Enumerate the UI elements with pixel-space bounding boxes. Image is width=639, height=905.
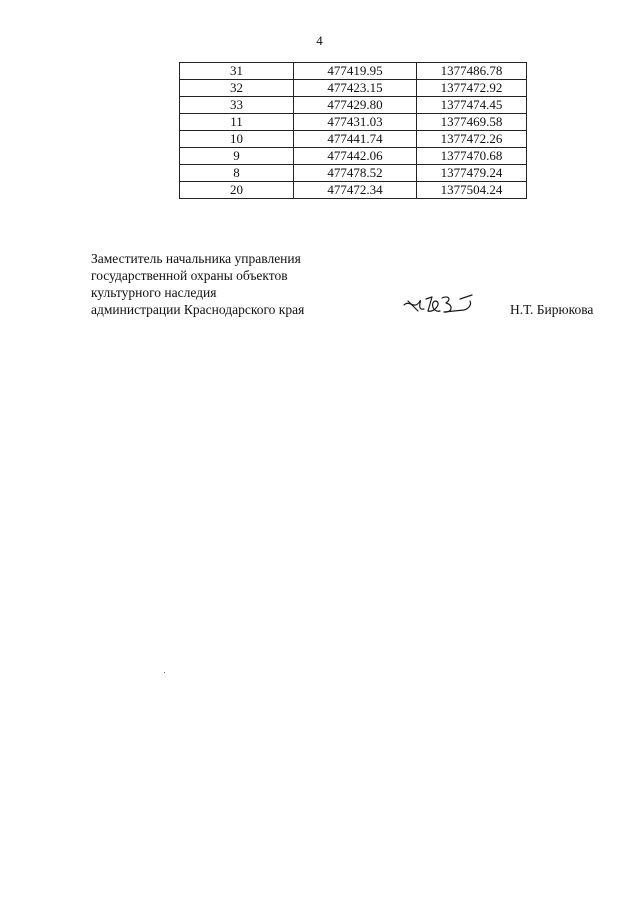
point-number-cell: 20 — [180, 182, 294, 199]
x-coordinate-cell: 477419.95 — [294, 63, 417, 80]
point-number-cell: 33 — [180, 97, 294, 114]
table-row — [180, 148, 527, 165]
page-number: 4 — [316, 33, 323, 48]
x-coordinate-cell: 477423.15 — [294, 80, 417, 97]
handwritten-signature-icon — [402, 289, 474, 319]
table-row — [180, 114, 527, 131]
signatory-title-line: Заместитель начальника управления — [91, 251, 301, 266]
coordinates-table — [179, 62, 527, 199]
signatory-title-line: культурного наследия — [91, 285, 217, 300]
signatory-title — [91, 250, 304, 318]
x-coordinate-cell: 477431.03 — [294, 114, 417, 131]
y-coordinate-cell: 1377472.26 — [417, 131, 527, 148]
y-coordinate-cell: 1377469.58 — [417, 114, 527, 131]
y-coordinate-cell: 1377474.45 — [417, 97, 527, 114]
x-coordinate-cell: 477442.06 — [294, 148, 417, 165]
scan-artifact-dot — [164, 672, 165, 673]
x-coordinate-cell: 477478.52 — [294, 165, 417, 182]
point-number-cell: 9 — [180, 148, 294, 165]
point-number-cell: 31 — [180, 63, 294, 80]
point-number-cell: 10 — [180, 131, 294, 148]
table-row — [180, 182, 527, 199]
y-coordinate-cell: 1377472.92 — [417, 80, 527, 97]
table-row — [180, 165, 527, 182]
x-coordinate-cell: 477472.34 — [294, 182, 417, 199]
y-coordinate-cell: 1377504.24 — [417, 182, 527, 199]
table-row — [180, 97, 527, 114]
y-coordinate-cell: 1377470.68 — [417, 148, 527, 165]
table-row — [180, 131, 527, 148]
point-number-cell: 32 — [180, 80, 294, 97]
y-coordinate-cell: 1377479.24 — [417, 165, 527, 182]
table-row — [180, 80, 527, 97]
signatory-title-line: администрации Краснодарского края — [91, 302, 305, 317]
table-row — [180, 63, 527, 80]
signatory-title-line: государственной охраны объектов — [91, 268, 288, 283]
point-number-cell: 11 — [180, 114, 294, 131]
point-number-cell: 8 — [180, 165, 294, 182]
x-coordinate-cell: 477429.80 — [294, 97, 417, 114]
signatory-name: Н.Т. Бирюкова — [510, 302, 594, 317]
y-coordinate-cell: 1377486.78 — [417, 63, 527, 80]
x-coordinate-cell: 477441.74 — [294, 131, 417, 148]
